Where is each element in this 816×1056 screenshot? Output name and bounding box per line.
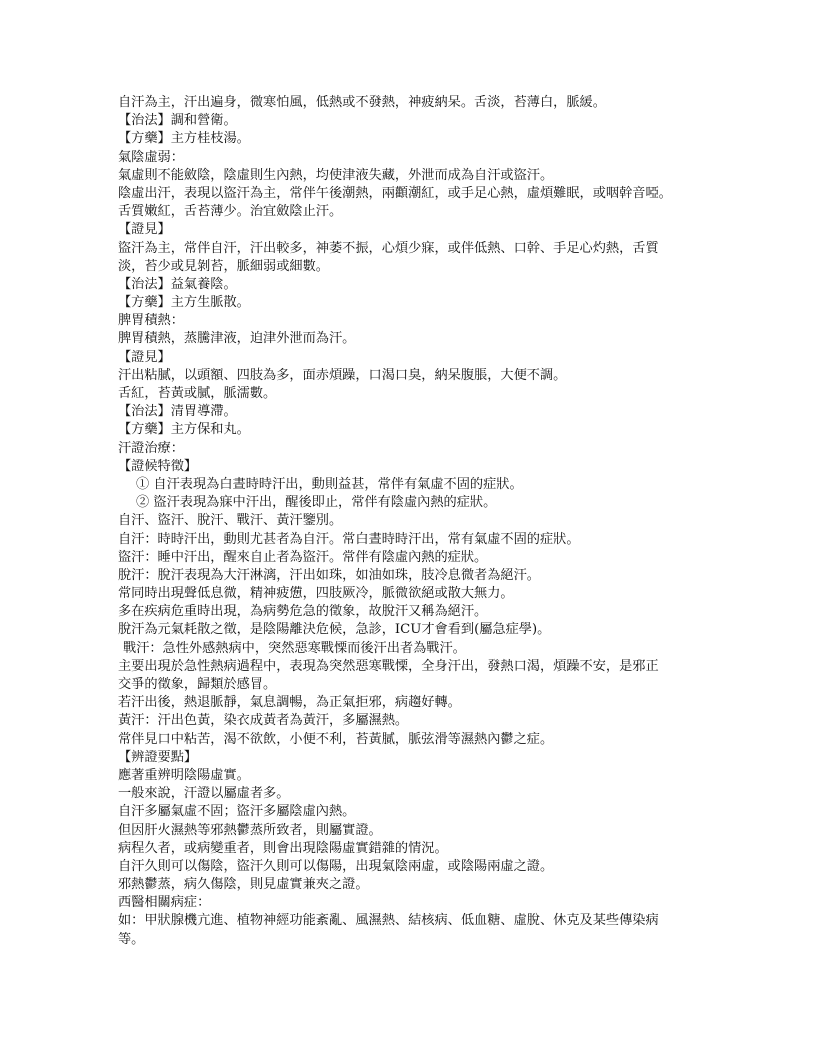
text-line: 【辨證要點】 [118, 749, 198, 765]
text-line: 舌紅，苔黃或膩，脈濡數。 [118, 386, 277, 401]
text-line: 氣虛則不能斂陰，陰虛則生內熱，均使津液失藏，外泄而成為自汗或盜汗。 [118, 167, 554, 183]
text-line: 自汗：時時汗出，動則尤甚者為自汗。常白晝時時汗出，常有氣虛不固的症狀。 [118, 531, 580, 547]
text-line: 陰虛出汗，表現以盜汗為主，常伴午後潮熱，兩顴潮紅，或手足心熱，虛煩難眠，或咽幹音啞。 [118, 185, 672, 201]
text-line: 自汗、盜汗、脫汗、戰汗、黃汗鑒別。 [118, 513, 343, 529]
text-line: 【方藥】主方桂枝湯。 [118, 131, 250, 147]
text-line: 【證見】 [118, 349, 171, 365]
text-line: 盜汗：睡中汗出，醒來自止者為盜汗。常伴有陰虛內熱的症狀。 [118, 549, 488, 565]
text-line: 主要出現於急性熱病過程中，表現為突然惡寒戰慄，全身汗出，發熱口渴，煩躁不安，是邪正 [118, 658, 659, 674]
text-line: 自汗多屬氣虛不固；盜汗多屬陰虛內熱。 [118, 804, 356, 820]
text-line: 病程久者，或病變重者，則會出現陰陽虛實錯雜的情況。 [118, 840, 448, 856]
text-line: 【證候特徵】 [118, 458, 198, 474]
text-line: 汗出粘膩，以頭額、四肢為多，面赤煩躁，口渴口臭，納呆腹脹，大便不調。 [118, 367, 567, 383]
text-line: ② 盜汗表現為寐中汗出，醒後即止，常伴有陰虛內熱的症狀。 [136, 495, 497, 511]
text-line: 但因肝火濕熱等邪熱鬱蒸所致者，則屬實證。 [118, 822, 382, 838]
text-line: 脫汗為元氣耗散之徵，是陰陽離決危候，急診，ICU才會看到(屬急症學)。 [118, 622, 551, 638]
text-line: 【治法】清胃導滯。 [118, 404, 237, 420]
text-line: 自汗為主，汗出遍身，微寒怕風，低熱或不發熱，神疲納呆。舌淡，苔薄白，脈緩。 [118, 95, 606, 110]
text-line: 【方藥】主方生脈散。 [118, 295, 250, 311]
text-line: 【方藥】主方保和丸。 [118, 422, 250, 438]
text-line: 舌質嫩紅，舌苔薄少。治宜斂陰止汗。 [118, 204, 343, 220]
text-line: 氣陰虛弱： [118, 149, 184, 165]
text-line: 脫汗：脫汗表現為大汗淋漓，汗出如珠，如油如珠，肢冷息微者為絕汗。 [118, 567, 540, 583]
text-line: 脾胃積熱： [118, 313, 184, 329]
text-line: 西醫相關病症： [118, 895, 211, 911]
text-line: 交爭的徵象，歸類於感冒。 [118, 677, 277, 692]
text-line: 等。 [118, 931, 145, 947]
text-line: 常伴見口中粘苦，渴不欲飲，小便不利，苔黃膩，脈弦滑等濕熱內鬱之症。 [118, 731, 554, 747]
text-line: 黃汗：汗出色黃，染衣成黃者為黃汗，多屬濕熱。 [118, 713, 409, 729]
text-line: 【證見】 [118, 222, 171, 238]
text-line: ① 自汗表現為白晝時時汗出，動則益甚，常伴有氣虛不固的症狀。 [136, 476, 523, 492]
text-line: 若汗出後，熱退脈靜，氣息調暢，為正氣拒邪，病趨好轉。 [118, 695, 461, 711]
text-line: 盜汗為主，常伴自汗，汗出較多，神萎不振，心煩少寐，或伴低熱、口幹、手足心灼熱，舌質 [118, 240, 659, 256]
text-line: 淡，苔少或見剝苔，脈細弱或細數。 [118, 258, 329, 274]
text-line: 應著重辨明陰陽虛實。 [118, 767, 250, 783]
document-body [118, 94, 718, 949]
text-line: 邪熱鬱蒸，病久傷陰，則見虛實兼夾之證。 [118, 877, 369, 893]
text-line: 戰汗：急性外感熱病中，突然惡寒戰慄而後汗出者為戰汗。 [123, 640, 466, 656]
text-line: 一般來說，汗證以屬虛者多。 [118, 786, 290, 802]
text-line: 如：甲狀腺機亢進、植物神經功能紊亂、風濕熱、結核病、低血糖、虛脫、休克及某些傳染病 [118, 913, 659, 929]
text-line: 【治法】調和營衛。 [118, 113, 237, 129]
text-line: 汗證治療： [118, 440, 184, 456]
text-line: 自汗久則可以傷陰，盜汗久則可以傷陽，出現氣陰兩虛，或陰陽兩虛之證。 [118, 858, 554, 874]
text-line: 【治法】益氣養陰。 [118, 276, 237, 292]
text-line: 脾胃積熱，蒸騰津液，迫津外泄而為汗。 [118, 331, 356, 347]
text-line: 常同時出現聲低息微，精神疲憊，四肢厥冷，脈微欲絕或散大無力。 [118, 586, 514, 602]
text-line: 多在疾病危重時出現，為病勢危急的徵象，故脫汗又稱為絕汗。 [118, 604, 488, 620]
